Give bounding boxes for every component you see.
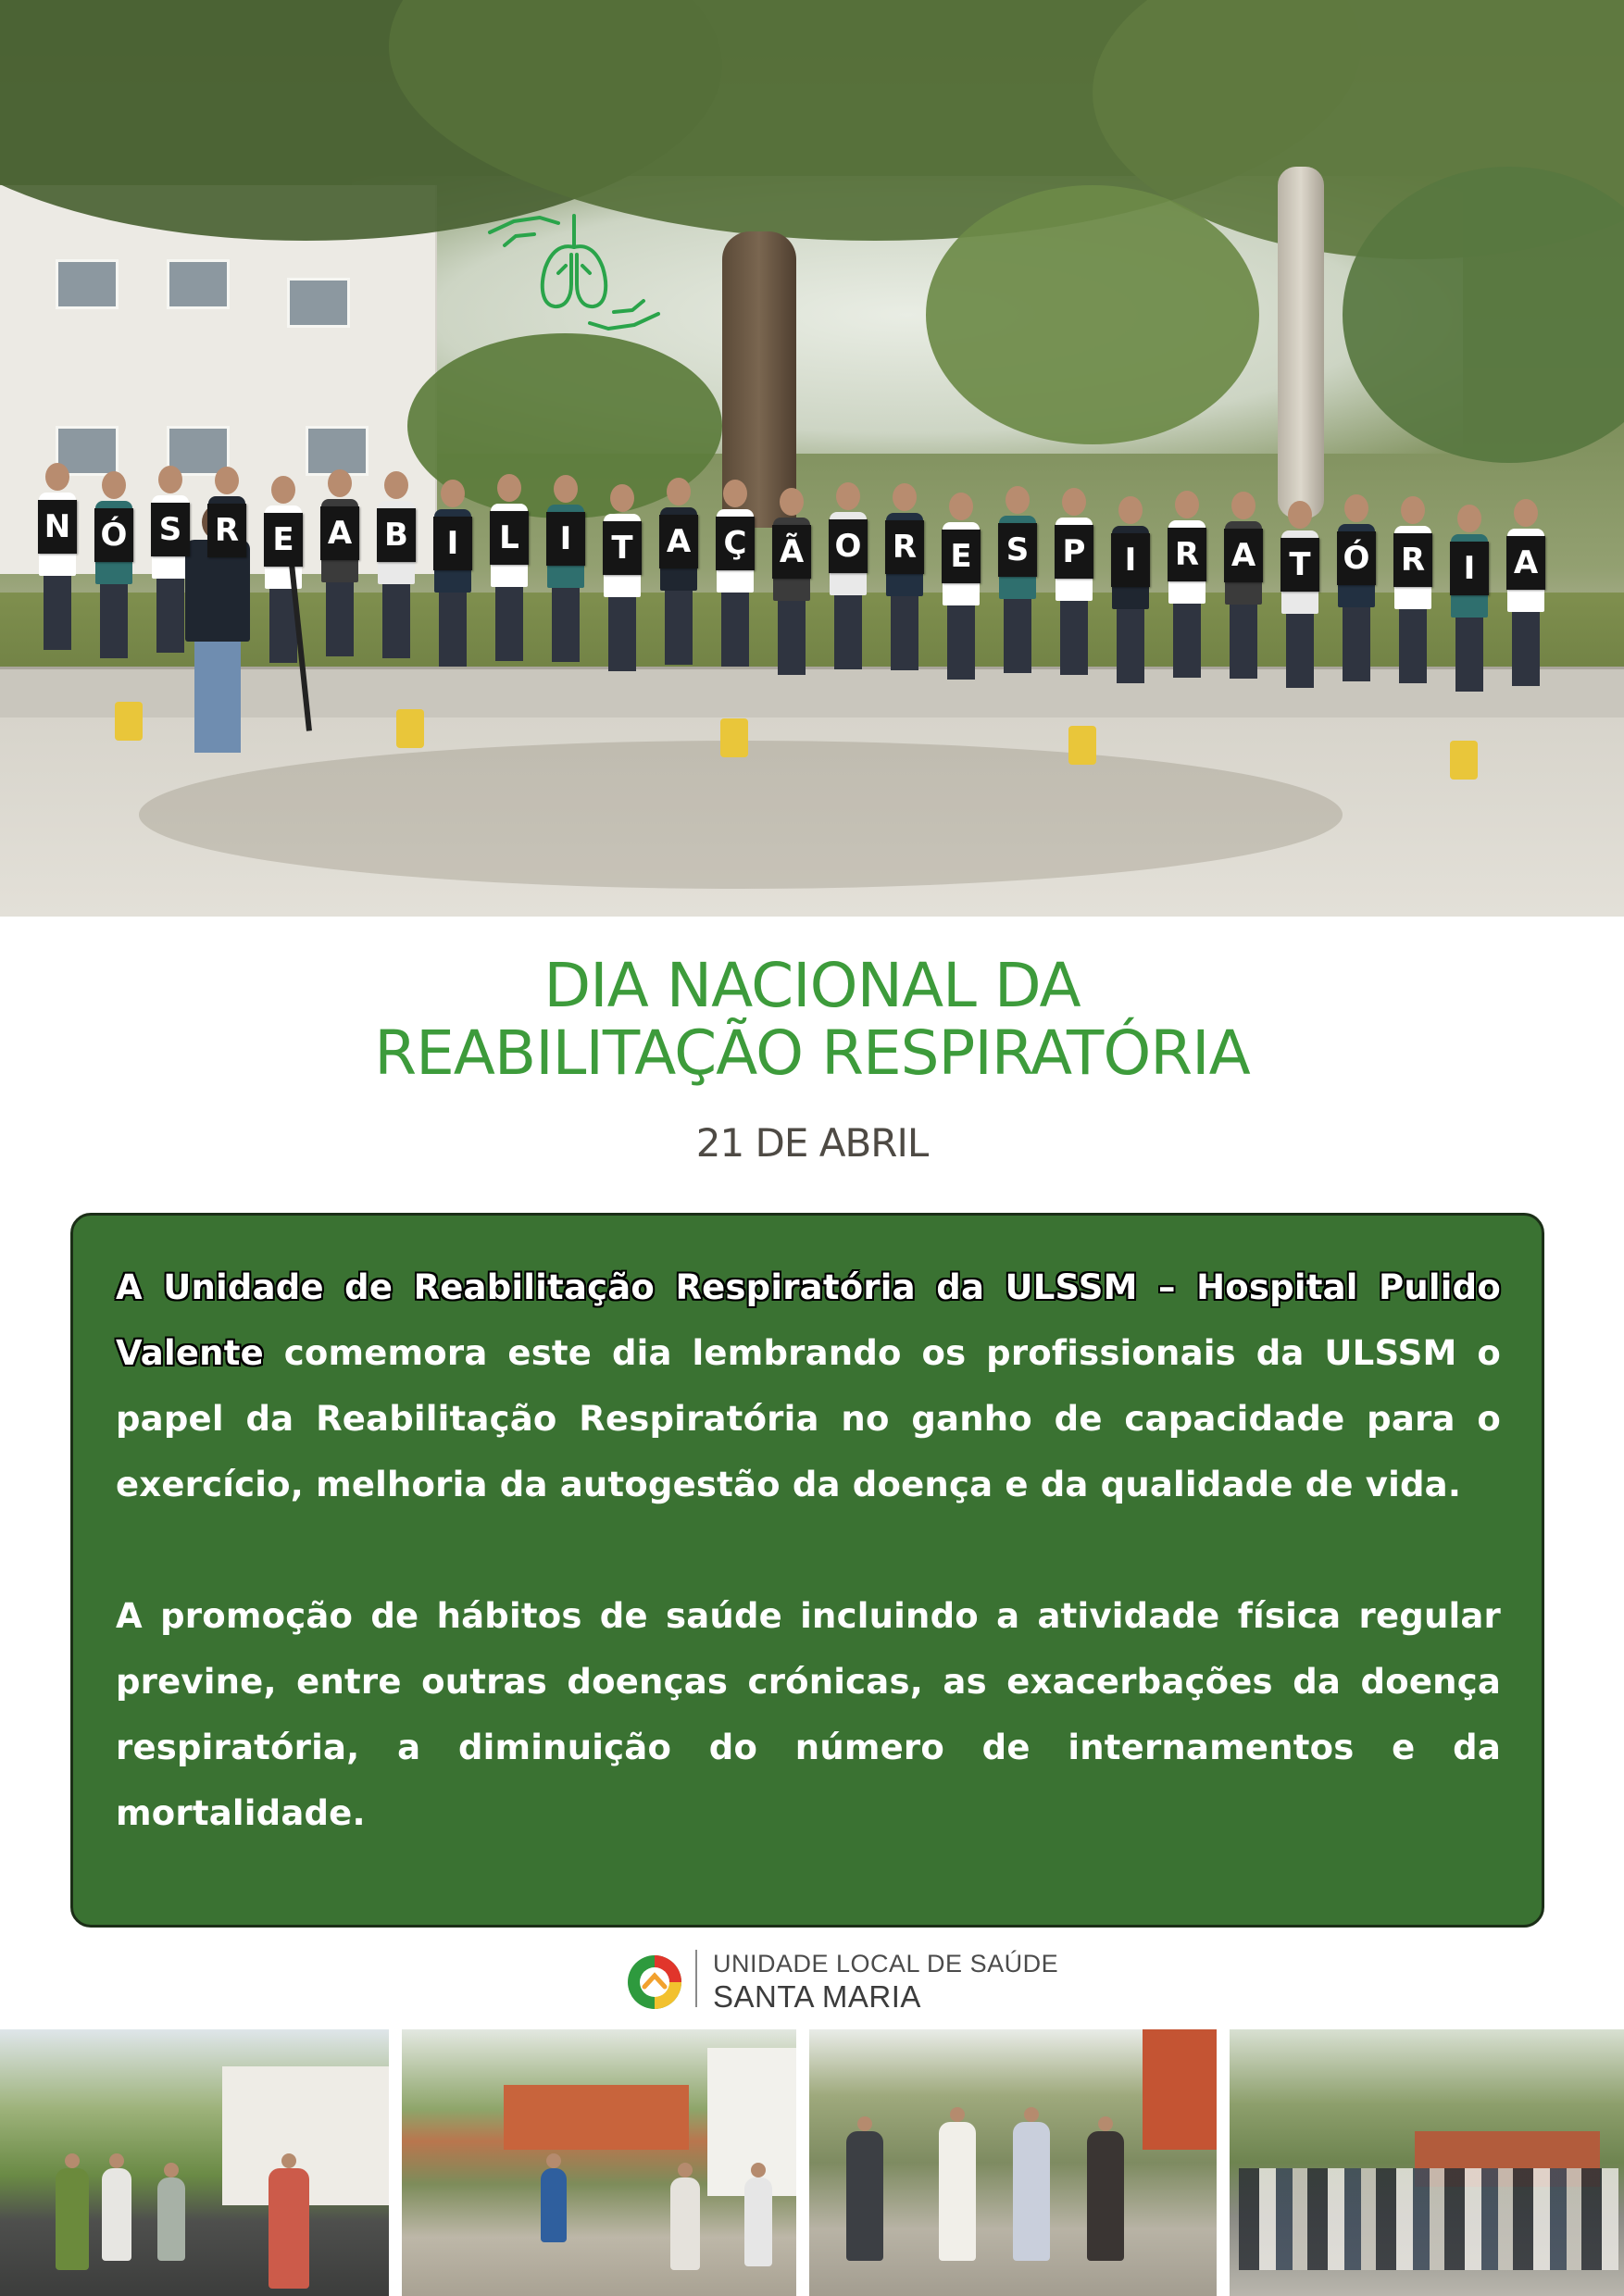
letter-sign: L <box>490 511 529 565</box>
letter-sign: I <box>1111 533 1150 587</box>
org-name-line1: UNIDADE LOCAL DE SAÚDE <box>713 1950 1059 1978</box>
info-paragraph-1 <box>116 1254 1501 1517</box>
walk-photo-2 <box>402 2029 796 2296</box>
letter-sign: R <box>885 520 924 574</box>
letter-sign: E <box>942 530 981 583</box>
letter-sign: R <box>1168 528 1206 581</box>
letter-sign: S <box>998 523 1037 577</box>
letter-sign: Ó <box>94 508 133 562</box>
letter-sign: P <box>1055 525 1093 579</box>
ulssm-emblem-icon <box>626 1953 683 2011</box>
letter-sign: I <box>433 517 472 570</box>
letter-sign: S <box>151 503 190 556</box>
letter-sign: Ç <box>716 517 755 570</box>
info-box <box>70 1213 1544 1928</box>
logo-divider <box>695 1950 697 2007</box>
info-lead: A Unidade de Reabilitação Respiratória da ULSSM – Hospital Pulido Valente <box>116 1267 1501 1373</box>
info-paragraph-1-body: comemora este dia lembrando os profissionais da ULSSM o papel da Reabilitação Respiratória no ganho de capacidade para o exercício, melhoria da autogestão da doença e da qualidade de vida. <box>116 1333 1501 1504</box>
letter-sign: A <box>1506 536 1545 590</box>
walk-photo-4 <box>1230 2029 1624 2296</box>
letter-sign: R <box>1393 533 1432 587</box>
letter-sign: E <box>264 513 303 567</box>
letter-sign: I <box>1450 542 1489 595</box>
hero-photo <box>0 0 1624 917</box>
event-date: 21 DE ABRIL <box>695 1120 929 1166</box>
letter-sign: B <box>377 508 416 562</box>
letter-sign: I <box>546 512 585 566</box>
letter-sign: T <box>1280 538 1319 592</box>
info-paragraph-2: A promoção de hábitos de saúde incluindo a atividade física regular previne, entre outras doenças crónicas, as exacerbações da doença respiratória, a diminuição do número de internamentos e da mortalidade. <box>116 1596 1501 1833</box>
letter-sign: Ó <box>1337 531 1376 585</box>
lungs-with-hands-icon <box>486 208 662 338</box>
letter-sign: T <box>603 521 642 575</box>
letter-sign: A <box>1224 529 1263 582</box>
letter-sign: Ã <box>772 525 811 579</box>
letter-signs <box>0 0 1624 917</box>
page-title-line1: DIA NACIONAL DA <box>543 950 1081 1021</box>
letter-sign: A <box>659 515 698 568</box>
walk-photo-1 <box>0 2029 389 2296</box>
letter-sign: O <box>829 519 868 573</box>
walk-photo-3 <box>809 2029 1217 2296</box>
letter-sign: N <box>38 500 77 554</box>
ulssm-logo <box>626 1946 1059 2014</box>
page-title-line2: REABILITAÇÃO RESPIRATÓRIA <box>374 1017 1250 1089</box>
letter-sign: A <box>320 506 359 560</box>
org-name-line2: SANTA MARIA <box>713 1979 921 2014</box>
letter-sign: R <box>207 504 246 557</box>
